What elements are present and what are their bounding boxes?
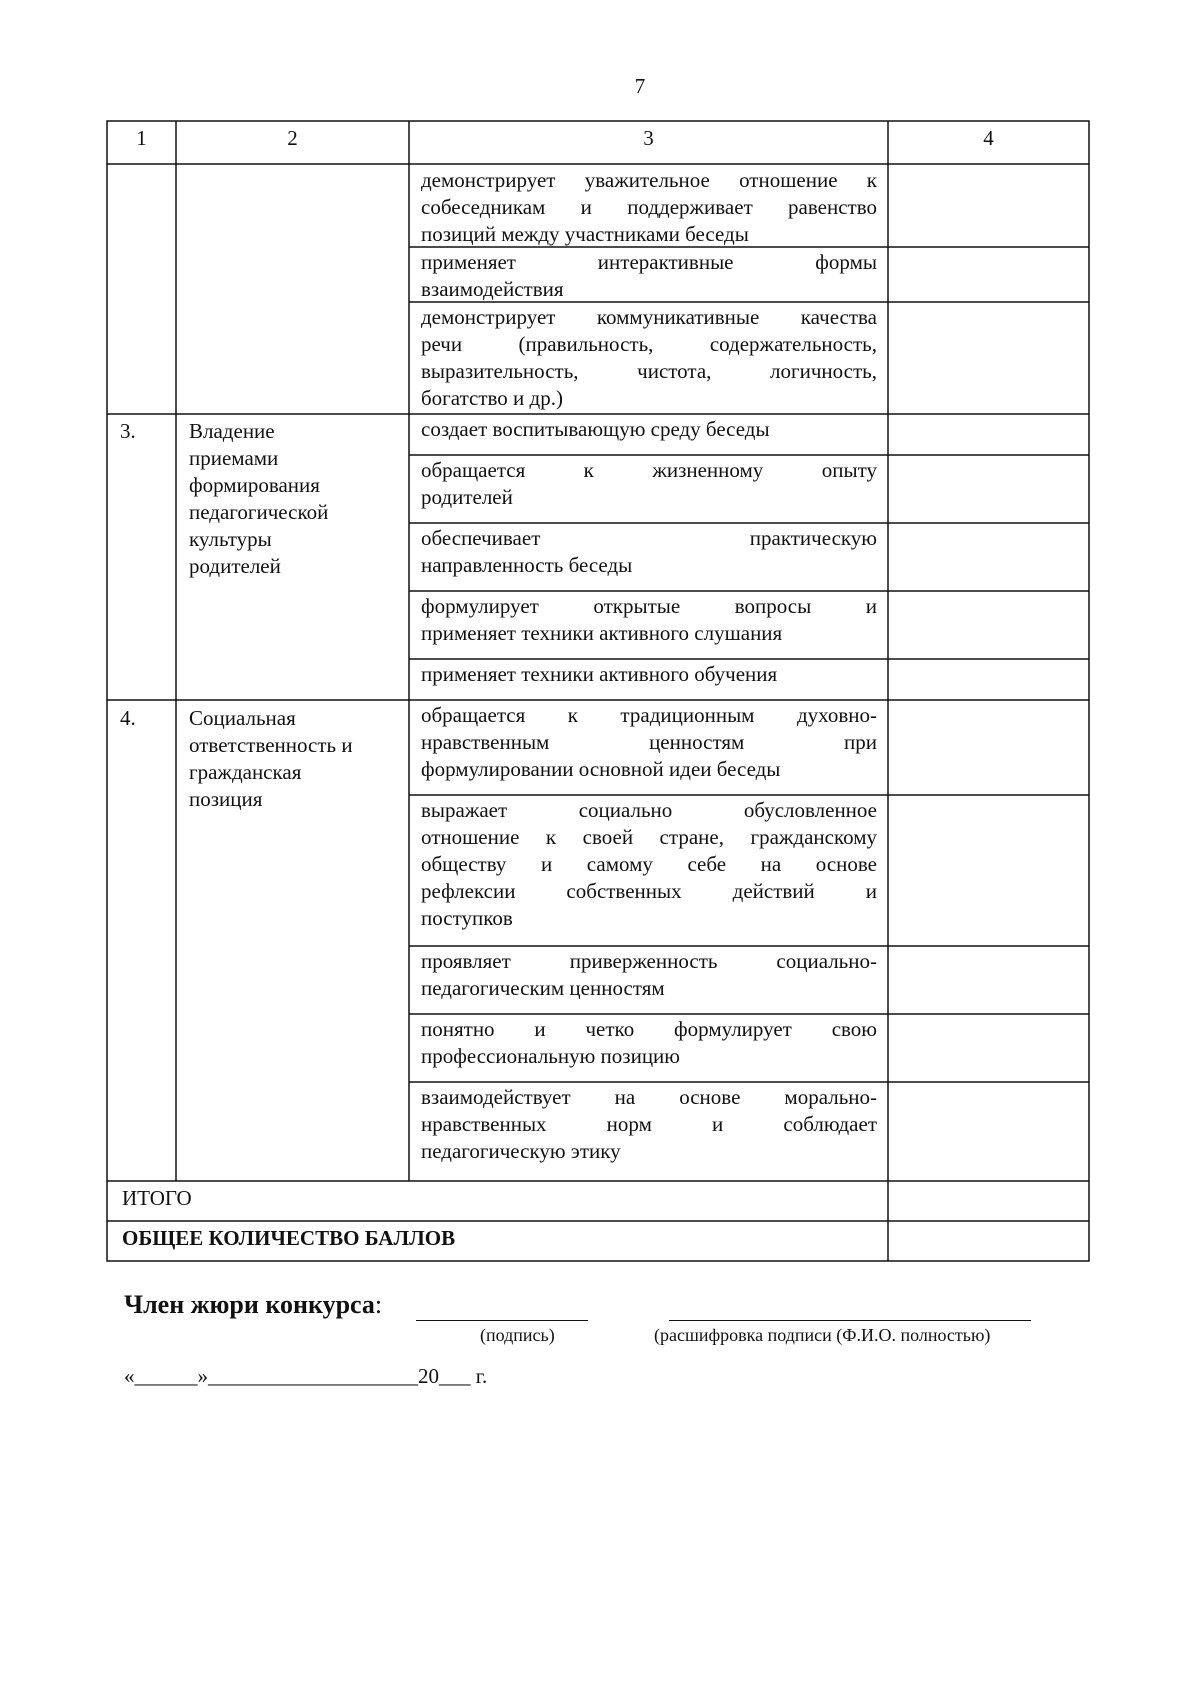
criterion-interactive: применяет интерактивные формы взаимодействия xyxy=(421,250,877,301)
criterion-professional-position: понятно и четко формулирует свою профессиональную позицию xyxy=(421,1017,877,1068)
grand-total-label: ОБЩЕЕ КОЛИЧЕСТВО БАЛЛОВ xyxy=(122,1226,456,1250)
criterion-social-attitude: выражает социально обусловленное отношение к своей стране, гражданскому обществу и самому себе на основе рефлексии собственных действий и поступков xyxy=(421,798,877,930)
criterion-pedagogical-values: проявляет приверженность социально- педагогическим ценностям xyxy=(421,949,877,1000)
full-name-line xyxy=(669,1320,1031,1321)
row3-number: 3. xyxy=(120,419,136,443)
signature-caption: (подпись) xyxy=(480,1325,555,1345)
total-label: ИТОГО xyxy=(122,1186,192,1210)
criterion-environment: создает воспитывающую среду беседы xyxy=(421,417,770,441)
row4-title: Социальная ответственность и гражданская позиция xyxy=(189,706,353,811)
criterion-life-experience: обращается к жизненному опыту родителей xyxy=(421,458,877,509)
header-col-4: 4 xyxy=(983,126,994,150)
criterion-active-learning: применяет техники активного обучения xyxy=(421,662,778,686)
header-col-3: 3 xyxy=(643,126,654,150)
row4-number: 4. xyxy=(120,706,136,730)
date-line: «______»____________________20___ г. xyxy=(124,1364,488,1388)
jury-member-label: Член жюри конкурса: xyxy=(124,1290,383,1319)
criterion-ethics: взаимодействует на основе морально- нравственных норм и соблюдает педагогическую этику xyxy=(421,1085,877,1163)
criterion-speech: демонстрирует коммуникативные качества речи (правильность, содержательность, выразительность, чистота, логичность, богатство и др.) xyxy=(421,305,877,410)
full-name-caption: (расшифровка подписи (Ф.И.О. полностью) xyxy=(654,1325,991,1345)
criterion-traditional-values: обращается к традиционным духовно- нравственным ценностям при формулировании основной идеи беседы xyxy=(421,703,877,781)
criterion-open-questions: формулирует открытые вопросы и применяет техники активного слушания xyxy=(421,594,877,645)
criterion-practical: обеспечивает практическую направленность беседы xyxy=(421,526,877,577)
signature-line xyxy=(416,1320,588,1321)
row3-title: Владение приемами формирования педагогической культуры родителей xyxy=(189,419,329,578)
header-col-1: 1 xyxy=(136,126,147,150)
header-col-2: 2 xyxy=(287,126,298,150)
page-number: 7 xyxy=(634,74,646,98)
criterion-respect: демонстрирует уважительное отношение к собеседникам и поддерживает равенство позиций между участниками беседы xyxy=(421,168,877,246)
